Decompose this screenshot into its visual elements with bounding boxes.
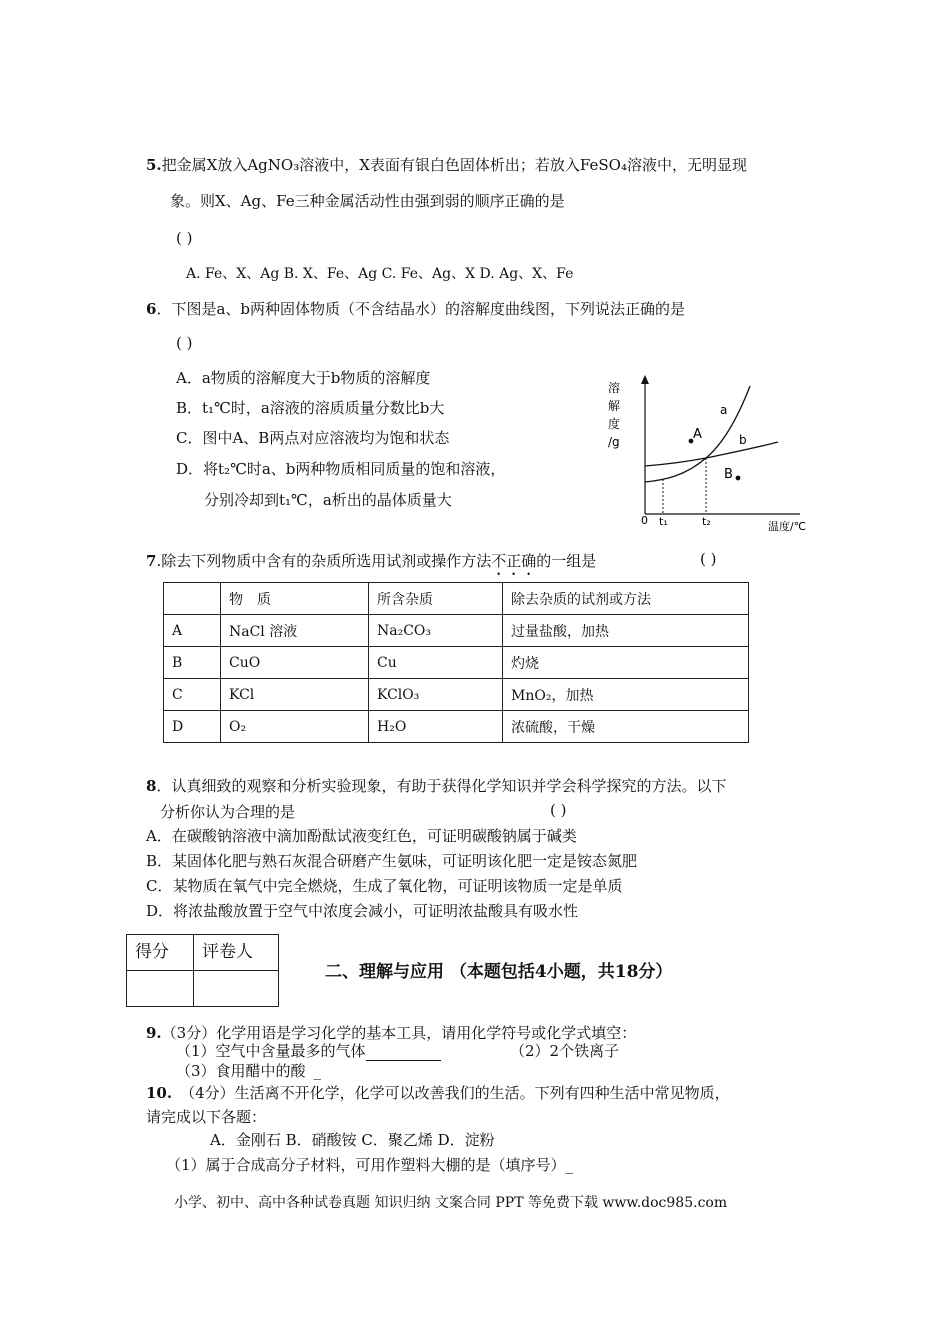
q7-answer-paren: ( ) — [700, 550, 717, 568]
q6-option-d-line2: 分别冷却到t₁℃，a析出的晶体质量大 — [204, 491, 452, 509]
q7-stem-pre: .除去下列物质中含有的杂质所选用试剂或操作方法 — [156, 552, 492, 570]
q10-item1-blank[interactable]: _ — [565, 1156, 574, 1174]
q10-item1-line — [166, 1154, 573, 1175]
q8-number: 8 — [146, 777, 157, 795]
q8-line1 — [146, 775, 726, 796]
q7-stem-emphasis: 不正确 — [491, 552, 537, 570]
y-axis-label-char: /g — [608, 435, 620, 449]
table-cell: 过量盐酸，加热 — [503, 615, 749, 647]
q6-number: 6 — [146, 300, 157, 318]
q5-stem-line2: 象。则X、Ag、Fe三种金属活动性由强到弱的顺序正确的是 — [170, 192, 565, 210]
q9-item1-blank[interactable] — [366, 1042, 441, 1061]
score-table — [126, 934, 279, 1007]
table-cell: 浓硫酸，干燥 — [503, 711, 749, 743]
curve-a-label: a — [720, 403, 728, 417]
q5-answer-paren: ( ) — [176, 229, 193, 247]
table-cell: Na₂CO₃ — [369, 615, 503, 647]
solubility-chart — [600, 372, 815, 532]
curve-b-label: b — [739, 433, 747, 447]
q8-option-b: B．某固体化肥与熟石灰混合研磨产生氨味，可证明该化肥一定是铵态氮肥 — [146, 852, 638, 870]
q7-number: 7 — [146, 552, 157, 570]
q6-option-b: B．t₁℃时，a溶液的溶质质量分数比b大 — [176, 399, 445, 417]
q9-item3-blank[interactable]: _ — [313, 1062, 322, 1080]
table-cell: KClO₃ — [369, 679, 503, 711]
q9-stem: （3分）化学用语是学习化学的基本工具，请用化学符号或化学式填空： — [161, 1024, 637, 1042]
t1-tick-label: t₁ — [659, 515, 668, 528]
table-cell: 除去杂质的试剂或方法 — [503, 583, 749, 615]
q7-table-body — [164, 583, 749, 743]
section-2-title: 二、理解与应用 （本题包括4小题，共18分） — [325, 962, 673, 982]
table-cell: C — [164, 679, 221, 711]
table-row — [164, 679, 749, 711]
point-b-label: B — [724, 467, 733, 482]
q5-line1 — [146, 154, 747, 175]
q10-stem-line1: （4分）生活离不开化学，化学可以改善我们的生活。下列有四种生活中常见物质， — [180, 1084, 730, 1102]
q6-answer-paren: ( ) — [176, 334, 193, 352]
q8-option-d: D．将浓盐酸放置于空气中浓度会减小，可证明浓盐酸具有吸水性 — [146, 902, 579, 920]
q10-line1 — [146, 1082, 730, 1103]
point-a-label: A — [693, 427, 702, 442]
q9-item1-line — [176, 1040, 441, 1061]
q6-option-c: C．图中A、B两点对应溶液均为饱和状态 — [176, 429, 450, 447]
q10-options: A．金刚石 B．硝酸铵 C．聚乙烯 D．淀粉 — [210, 1131, 495, 1149]
q5-number: 5. — [146, 156, 162, 174]
q9-item3-line — [176, 1060, 321, 1081]
q8-stem-line2: 分析你认为合理的是 — [160, 803, 296, 821]
table-cell: 灼烧 — [503, 647, 749, 679]
q7-line — [146, 550, 596, 579]
q8-answer-paren: ( ) — [550, 801, 567, 819]
q9-item1: （1）空气中含量最多的气体 — [176, 1042, 366, 1060]
q5-stem-line1: 把金属X放入AgNO₃溶液中，X表面有银白色固体析出；若放入FeSO₄溶液中，无明显现 — [161, 156, 747, 174]
table-row — [164, 647, 749, 679]
table-cell: 所含杂质 — [369, 583, 503, 615]
q10-stem-line2: 请完成以下各题： — [146, 1108, 267, 1126]
table-cell: KCl — [221, 679, 369, 711]
table-row — [164, 615, 749, 647]
q9-item3: （3）食用醋中的酸 — [176, 1062, 306, 1080]
q5-options: A. Fe、X、Ag B. X、Fe、Ag C. Fe、Ag、X D. Ag、X、Fe — [186, 266, 574, 282]
table-cell — [164, 583, 221, 615]
q8-stem-line1: ．认真细致的观察和分析实验现象，有助于获得化学知识并学会科学探究的方法。以下 — [156, 777, 727, 795]
table-header-row — [164, 583, 749, 615]
grader-cell — [194, 971, 279, 1007]
y-axis-label-char: 溶 — [608, 381, 621, 395]
q6-option-a: A．a物质的溶解度大于b物质的溶解度 — [176, 369, 431, 387]
score-header: 得分 — [127, 935, 194, 971]
table-cell: O₂ — [221, 711, 369, 743]
q10-item1: （1）属于合成高分子材料，可用作塑料大棚的是（填序号） — [166, 1156, 566, 1174]
q7-table — [163, 582, 749, 743]
y-axis-arrow — [641, 375, 649, 384]
t2-tick-label: t₂ — [702, 515, 711, 528]
table-cell: 物 质 — [221, 583, 369, 615]
origin-label: 0 — [641, 514, 648, 527]
x-axis-label: 温度/℃ — [768, 520, 807, 532]
table-cell: B — [164, 647, 221, 679]
y-axis-label-char: 度 — [608, 417, 621, 431]
table-cell: MnO₂，加热 — [503, 679, 749, 711]
q8-option-a: A．在碳酸钠溶液中滴加酚酞试液变红色，可证明碳酸钠属于碱类 — [146, 827, 577, 845]
curve-b-line — [645, 442, 778, 466]
chart-ylabel — [608, 380, 620, 449]
score-cell — [127, 971, 194, 1007]
table-row — [164, 711, 749, 743]
q10-number: 10. — [146, 1084, 173, 1102]
y-axis-label-char: 解 — [608, 399, 621, 413]
grader-header: 评卷人 — [194, 935, 279, 971]
table-cell: CuO — [221, 647, 369, 679]
footer-text: 小学、初中、高中各种试卷真题 知识归纳 文案合同 PPT 等免费下载 www.doc985.com — [174, 1195, 728, 1211]
q6-line — [146, 298, 685, 319]
q9-item2: （2）2个铁离子 — [510, 1042, 620, 1060]
q6-option-d-line1: D．将t₂℃时a、b两种物质相同质量的饱和溶液， — [176, 460, 506, 478]
q7-stem-post: 的一组是 — [536, 552, 597, 570]
table-cell: Cu — [369, 647, 503, 679]
table-cell: D — [164, 711, 221, 743]
table-cell: A — [164, 615, 221, 647]
q8-option-c: C．某物质在氧气中完全燃烧，生成了氧化物，可证明该物质一定是单质 — [146, 877, 623, 895]
point-b-dot — [736, 476, 741, 481]
q6-stem: ．下图是a、b两种固体物质（不含结晶水）的溶解度曲线图，下列说法正确的是 — [156, 300, 685, 318]
table-cell: NaCl 溶液 — [221, 615, 369, 647]
table-cell: H₂O — [369, 711, 503, 743]
q9-number: 9. — [146, 1024, 162, 1042]
